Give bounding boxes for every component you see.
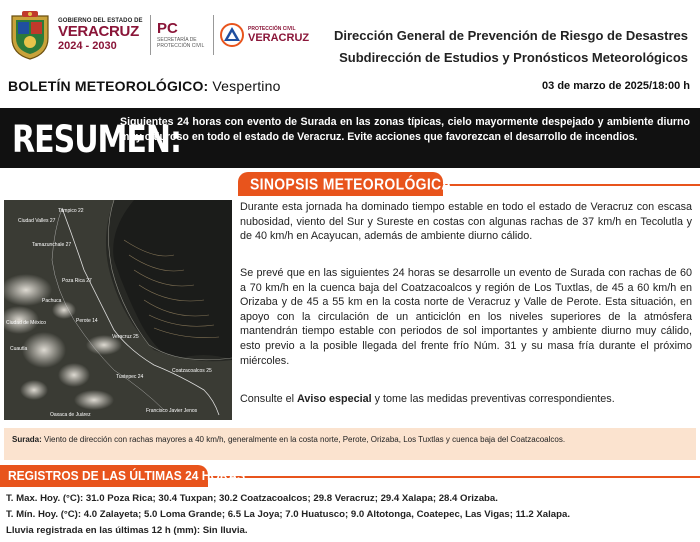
surada-text: Viento de dirección con rachas mayores a 40 km/h, generalmente en la costa norte, Perote, Orizaba, Los Tuxtlas y cuenca baja del Coatzacoalcos. [44, 435, 566, 444]
bulletin-title [8, 78, 281, 94]
government-brand [58, 18, 144, 52]
city-label: Cuautla [10, 346, 28, 352]
synopsis-paragraph-2: Se prevé que en las siguientes 24 horas se desarrolle un evento de Surada con rachas de 60 a 70 km/h en la cuenca baja del Coatzacoalcos y región de Los Tuxtlas, de 45 a 60 km/h en Orizaba y de 45 a 55 km en la costa norte de Veracruz y Valle de Perote. Esta situación, en apoyo con la circulación de un anticiclón en los niveles superiores de la atmósfera mantendrán tiempo estable con periodos de sol importantes y ambiente diurno muy cálido, esto previo a la posible llegada del frente frío Núm. 31 y su masa fría durante el próximo miércoles. [240, 267, 692, 367]
city-label: Pachuca [42, 298, 62, 304]
synopsis-consult-tail: y tome las medidas preventivas correspondientes. [374, 393, 615, 405]
city-label: Oaxaca de Juárez [50, 412, 91, 418]
header-title-secondary: Subdirección de Estudios y Pronósticos Meteorológicos [339, 50, 688, 65]
satellite-image [4, 200, 232, 420]
bulletin-date: 03 de marzo de 2025/18:00 h [542, 80, 690, 92]
government-line: GOBIERNO DEL ESTADO DE [58, 18, 143, 24]
summary-text: Siguientes 24 horas con evento de Surada en las zonas típicas, cielo mayormente despejado y ambiente diurno muy caluroso en todo el estado de Veracruz. Evite acciones que favorezcan el desarrollo de incendios. [120, 116, 690, 143]
government-years: 2024 - 2030 [58, 40, 117, 52]
pc-brand [157, 21, 207, 49]
city-label: Ciudad de México [6, 320, 47, 326]
summary-label: RESUMEN: [12, 118, 182, 162]
city-label: Coatzacoalcos 25 [172, 368, 212, 374]
logo-divider [150, 15, 151, 55]
city-label: Perote 14 [76, 318, 98, 324]
header-title-primary: Dirección General de Prevención de Riesgo de Desastres [333, 28, 688, 43]
surada-definition-box [4, 428, 696, 460]
synopsis-paragraph-1: Durante esta jornada ha dominado tiempo estable en todo el estado de Veracruz con escasa nubosidad, viento del Sur y Sureste en costas con algunas rachas de 37 km/h en Tecolutla y de 40 km/h en Acayucan, además de ambiente diurno cálido. [240, 201, 692, 243]
summary-banner [0, 108, 700, 168]
civil-protection-caption: PROTECCIÓN CIVIL [248, 26, 296, 32]
city-label: Poza Rica 27 [62, 278, 92, 284]
state-shield-icon [8, 10, 52, 60]
pc-caption: SECRETARÍA DE PROTECCIÓN CIVIL [157, 37, 205, 49]
city-label: Tampico 22 [58, 208, 84, 214]
government-name: VERACRUZ [58, 23, 139, 40]
rainfall-row: Lluvia registrada en las últimas 12 h (mm): Sin lluvia. [6, 525, 248, 536]
bulletin-edition: Vespertino [212, 78, 281, 94]
logo-divider [213, 15, 214, 55]
min-temperature-row: T. Mín. Hoy. (°C): 4.0 Zalayeta; 5.0 Loma Grande; 6.5 La Joya; 7.0 Huatusco; 9.0 Altotonga, Coatepec, Las Vigas; 11.2 Xalapa. [6, 509, 570, 520]
satellite-map-graphic [4, 200, 232, 420]
city-label: Tamazunchale 27 [32, 242, 72, 248]
logo-strip [8, 10, 318, 60]
city-label: Ciudad Valles 27 [18, 218, 56, 224]
header [0, 0, 700, 70]
bulletin-label: BOLETÍN METEOROLÓGICO: [8, 78, 209, 94]
synopsis-paragraph-3 [240, 392, 692, 407]
city-label: Tuxtepec 24 [116, 374, 144, 380]
synopsis-consult-text: Consulte el [240, 393, 295, 405]
civil-protection-name: VERACRUZ [248, 32, 310, 44]
special-notice-link[interactable]: Aviso especial [297, 393, 372, 405]
synopsis-title: SINOPSIS METEOROLÓGICA [250, 175, 452, 193]
records-title: REGISTROS DE LAS ÚLTIMAS 24 HORAS [8, 468, 246, 484]
city-label: Francisco Javier Jenos [146, 408, 198, 414]
civil-protection-brand [248, 26, 318, 44]
surada-label: Surada: [12, 435, 42, 444]
max-temperature-row: T. Max. Hoy. (°C): 31.0 Poza Rica; 30.4 Tuxpan; 30.2 Coatzacoalcos; 29.8 Veracruz; 29.4 Xalapa; 28.4 Orizaba. [6, 493, 498, 504]
pc-mark: PC [157, 20, 178, 37]
civil-protection-emblem-icon [220, 23, 244, 47]
city-label: Veracruz 25 [112, 334, 139, 340]
